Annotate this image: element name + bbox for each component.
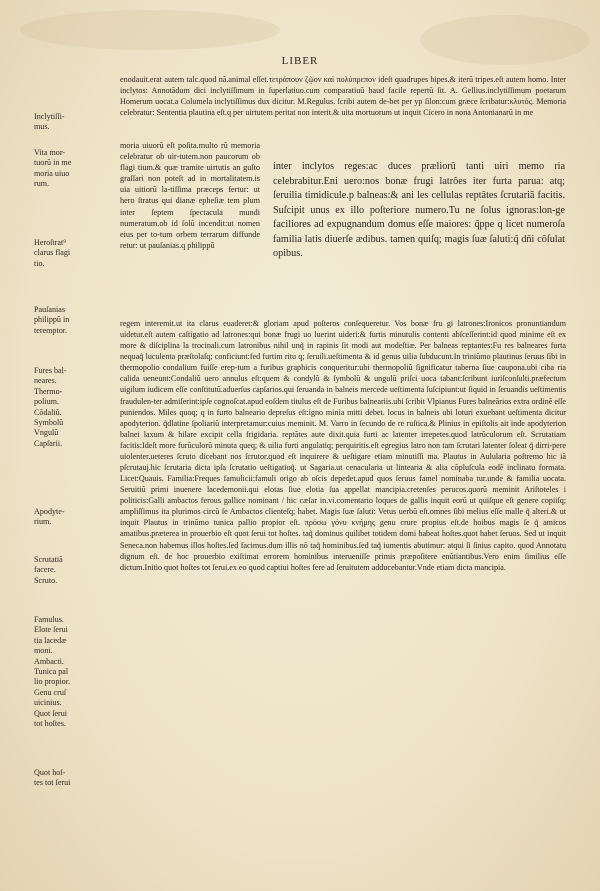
paragraph: regem interemit.ut ita clarus euaderet:& gloriam apud poſteros conſequeretur. Vos bonæ fru gi latrones:Ironicos pronuntiandum uidetur.eſt autem caſtigatio ad latrones:qui bonæ frugi uo luerint uideri:& furtis minutulis contenti abſceſſerint:id quod minime eſt ex more & diſciplina la trocinali.cum latronibus nihil unq̃ in rapinis ſit modi aut modeſtiæ. Per balneas reptantes:Fu res balneares furta nequaq̃ luculenta præſtolaſq; conficiunt:fed furtim ritu q; ſeruili.ueſtimenta & id genus uilia ſubducunt.In triniũmo plautinus ſeruus ſibi in thermopolio condalium fuiſſe erep-tum a furibus graphicis conqueritur:ubi thermopoliũ ſignificatur taberna ſiue caupona.ubi ciba ria calida ueneunt:Condaliũ uero annulus eſt:quem & condylũ & ſymbolũ & ungulũ priſci uoca tabant:ſcribunt iuriſconſulti.præfectum uigilum iudicem eſſe conſtitutũ.aduerſus capſarios.qui ſeruanda in balneis mercede ueſtimenta ſuſcipiunt:ut ſiquid in ſeruandis ueſtimentis fraudulen-ter admiſerint:ipſe cognoſcat.apud eoſdem titulus eſt de Furibus balneariis.ubi ſcribit Vlpianus Fures balneãrios extra ordinẽ eſſe puniendos. Miles quoq; q in furto balneario depreſus eſt:igno minia mitti debet. locus in balneis ubi loturi exuebant ueſtimenta dicitur apodyterion. q̃dlatine ſpoliariũ interpretamur:cuius meminit. M. Varro in ſecundo de re ruſtica.& Plinius in epiſtolis ait inde apodyterion balnei laxum & hilare excipit cella frigidaria. reptãtes aute dixit.quia furti ac latenter irrepetes.quod latrũculorum eſt. Scrutatiam facitis:Ideſt more furũculorũ minuta queq; & uilia furti angulatiq; perquiritis.eſt egregius latro non tam ſcrutari latenter ſoleat q̃ dirri-pere uiolenter.ueteres ſcruto dicebant nos ſcrutor.quod eſt inquirere & ueſtigare etiam minutiſſi ma. Plautus in Aulularia poſtremo hic iã pſcrutauj.hic ſcrutaria dicta ipſa ſcrutatio ueſtigatioq̃. ut Sagaria.ut cenacularia ut lintearia & alia cõpluſcula eodẽ inclinatu formata. Licet:Quauis. Familia:Freques famulicii:famuli origo ab oſcis depedet.apud quos ſeruus famel nominaba tur.unde & familia uocata. Seruitiũ primi inuenere lacedemonii.qui elotas ſiue elotia ſua appellat mancipia.cretenſes perucos.quorũ meminit Ariſtoteles i politicis:Galli ambactos ferous gallice nominant / hic cæſar in.vi.comentario loques de gallis inquit eorũ ut quiſque eſt genere copiiſq; ampliſſimus ita plurimos circũ ſe Ambactos clienteſq; habet. Magis ſuæ ſaluti: Vetus uerbũ eſt.omnes ſibi melius eſſe malle q̃ alteri.& ut inquit Plautus in trinũmo tunica pallio propior eſt. πρόσω γόνυ κνήμης genu crure propius eſt.de hoibus magis ſe q̃ amicos amatibus.præterea in prouerbio eſt quot ſerui tot hoſtes. taq̃ dominus quilibet totidem domi habeat hoſtes.quot habet ſeruos. Sed ut inquit Seneca.non habemus illos hoſtes.ſed facimus.dum illis nõ taq̃ hominibus.ſed taq̃ iumentis abutimur: atqui ſi ſinius capito. quod Annotatu dignum eſt. de hoc prouerbio exiſtimat errorem hominibus interueniſſe primis præpoſitere enũtiantibus.Vero enim ſimilius eſſe dictum.Initio quot hoſtes tot ſerui.ex eo quod captiui hoſtes fere ad ſeruitutem adducebantur.Vnde etiam dicta mancipia.	[120, 319, 567, 572]
running-head: LIBER	[281, 55, 319, 67]
paper-stain	[20, 10, 280, 50]
margin-note: Heroſtrat⁹ clarus flagi tio.	[34, 238, 71, 268]
margin-note: Pauſanias philippũ in teremptor.	[34, 305, 70, 335]
text-block-main	[120, 318, 566, 573]
margin-note: Famulus. Elote ſerui tia lacedæ moni. Ambacti. Tunica pal lio propior. Genu cruſ uicinius. Quot ſerui tot hoſtes.	[34, 615, 70, 729]
margin-note: Quot hoſ- tes tot ſerui	[34, 768, 71, 788]
margin-note: Vita mor- tuorũ in me moria uiuo rum.	[34, 148, 72, 189]
margin-note: Inclytiſſi- mus.	[34, 112, 65, 132]
paragraph: moria uiuorũ eſt poſita.multo rũ memoria celebratur ob uir-tutem.non paucorum ob flagi tium.& quæ tramite uirtutis an guſto graſſari non poteſt ad in mortalitatem.is uia uitiorũ la-tiſſima præceps fertur: ut hero ſtratus qui dianæ epheſiæ tem plum inter ſeptem ſpectacula mundi numeratum.ob id ſolũ incendit:ut nomen eius per to-tum orbem terrarum diffunde retur: ut pauſanias.q philippũ	[120, 141, 260, 250]
margin-note: Fures bal- neares. Thermo- polium. Cõdaliũ. Symbolũ Vngulũ Capſarii.	[34, 366, 67, 448]
paragraph: inter inclytos reges:ac duces præliorũ tanti uiri memo ria celebrabitur.Eni uero:nos bonæ frugi latrões iter furta parua: atq; ſeruilia timidicule.p balneas:& ani les cellulas reptãtes ſcrutariã facitis. Suſcipit unus ex illo poſteriore numero.Tu ne ſolus ignoras:lon-ge faciliores ad expugnandum domus eſſe maiores: q̃ppe q licet numeroſa familia latis diuerſe ædibus. tamen quiſq; magis ſuæ ſaluti:q̃ dñi cõſulat opibus.	[273, 161, 565, 259]
text-block-inserted-column	[273, 160, 565, 262]
margin-note: Scrutatiã facere. Scruto.	[34, 555, 63, 585]
margin-note: Apodyte- rium.	[34, 507, 65, 527]
text-block-narrow-column	[120, 140, 260, 251]
paragraph: enodauit.erat autem talc.quod nã.animal eſſet.τετράπουν ζῷον καὶ πολύπρεπον ideſt quadrupes bipes.& iterũ tripes.eſt autem homo. Inter inclytos: Annotãdum dici inclytiſſimum in ſuperlatiuo.cum comparatiuũ haud facile repertũ ſit. A. Gellius.inclytiſſimum poetarum Homerum uocat.a Columela inclytiſſimus dux dicitur. M.Regulus. ſcribi autem de-bet per yp ſilon:cum græce ſcribatur:κλυτός. Memoria celebratur: Sententia plautina eſt.q per uirtutem peritat non interit.& uita mortuorum ut inquit Cicero in nona Antonianarũ in me	[120, 75, 566, 118]
text-block-top	[120, 74, 566, 118]
